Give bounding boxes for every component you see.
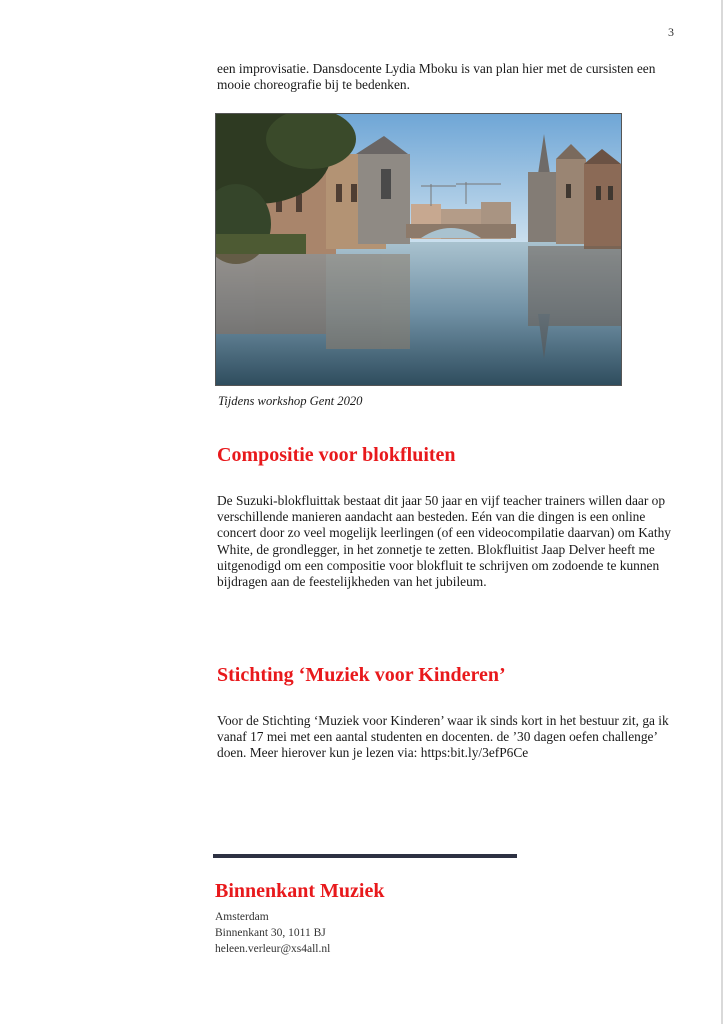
footer-address: Binnenkant 30, 1011 BJ bbox=[215, 927, 326, 939]
footer-title: Binnenkant Muziek bbox=[215, 880, 385, 902]
section-heading-stichting: Stichting ‘Muziek voor Kinderen’ bbox=[217, 664, 506, 686]
photo-caption: Tijdens workshop Gent 2020 bbox=[218, 394, 363, 408]
canal-photo bbox=[215, 113, 622, 386]
page-number: 3 bbox=[668, 25, 674, 39]
bridge bbox=[406, 224, 516, 238]
footer-email[interactable]: heleen.verleur@xs4all.nl bbox=[215, 943, 331, 955]
footer-divider bbox=[213, 854, 517, 858]
canal-photo-illustration bbox=[216, 114, 621, 385]
section-body-stichting: Voor de Stichting ‘Muziek voor Kinderen’ waar ik sinds kort in het bestuur zit, ga ik vanaf 17 mei met een aantal studenten en docenten. de ’30 dagen oefen challenge’ doen. Meer hierover kun je lezen via: https:bit.ly/3efP6Ce bbox=[217, 713, 669, 761]
section-body-compositie: De Suzuki-blokfluittak bestaat dit jaar 50 jaar en vijf teacher trainers willen daar op verschillende manieren aandacht aan besteden. Eén van die dingen is een online concert door zo veel mogelijk leerlingen (of een videocompilatie daarvan) om Kathy White, de grondlegger, in het zonnetje te zetten. Blokfluitist Jaap Delver heeft me uitgenodigd om een compositie voor blokfluit te schrijven om zodoende te kunnen bijdragen aan de feestelijkheden van het jubileum. bbox=[217, 493, 671, 590]
section-heading-compositie: Compositie voor blokfluiten bbox=[217, 444, 456, 466]
footer-city: Amsterdam bbox=[215, 911, 269, 923]
intro-paragraph: een improvisatie. Dansdocente Lydia Mboku is van plan hier met de cursisten een mooie choreografie bij te bedenken. bbox=[217, 61, 656, 93]
